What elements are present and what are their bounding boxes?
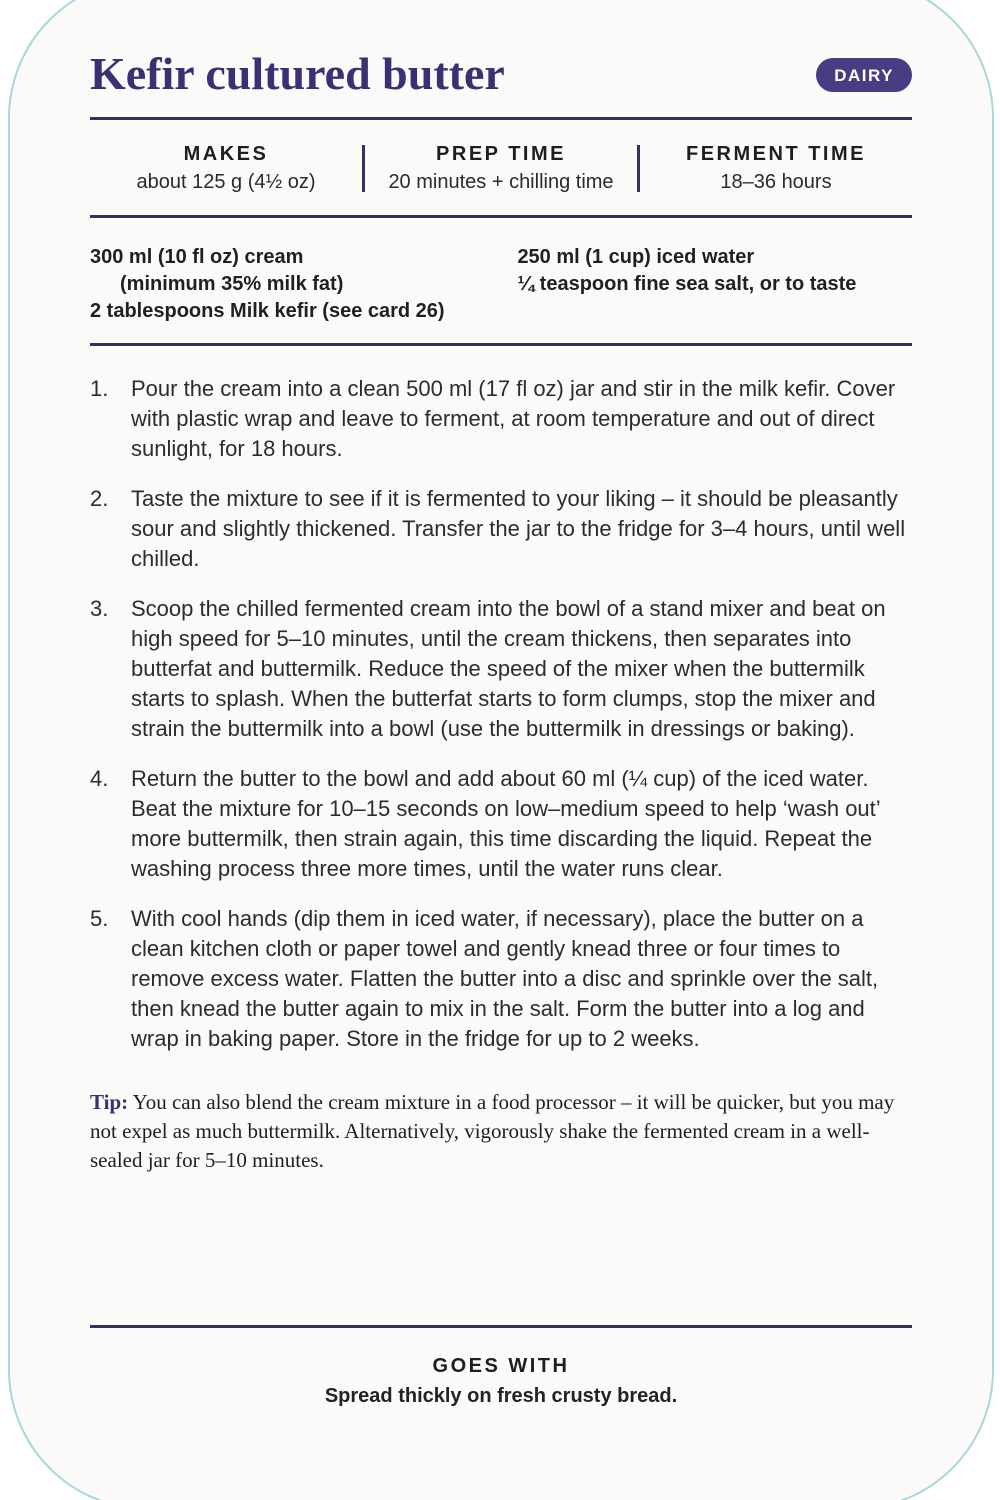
- meta-prep-time-label: PREP TIME: [436, 143, 566, 165]
- ingredients-left-column: [90, 244, 517, 325]
- card-header: [90, 0, 912, 100]
- ingredient-item: 250 ml (1 cup) iced water: [517, 246, 755, 268]
- page-title: Kefir cultured butter: [90, 48, 505, 99]
- step-3-text: Scoop the chilled fermented cream into the bowl of a stand mixer and beat on high speed for 5–10 minutes, until the cream thickens, then separates into butterfat and buttermilk. Reduce the speed of the mixer when the buttermilk starts to splash. When the butterfat starts to form clumps, stop the mixer and strain the buttermilk into a bowl (use the buttermilk in dressings or baking).: [131, 596, 886, 741]
- meta-ferment-time-label: FERMENT TIME: [686, 143, 866, 165]
- card-content: [90, 0, 912, 1175]
- step-2-number: 2.: [90, 486, 109, 511]
- recipe-card: [8, 0, 994, 1500]
- step-1-number: 1.: [90, 376, 109, 401]
- footer-divider-rule: [90, 1325, 912, 1328]
- meta-makes-value: about 125 g (4½ oz): [136, 171, 316, 193]
- meta-ferment-time-value: 18–36 hours: [720, 171, 832, 193]
- tip-text: You can also blend the cream mixture in a food processor – it will be quicker, but you may not expel as much buttermilk. Alternatively, vigorously shake the fermented cream in a well-sealed jar for 5–10 minutes.: [90, 1090, 895, 1172]
- step-5-text: With cool hands (dip them in iced water, if necessary), place the butter on a clean kitchen cloth or paper towel and gently knead three or four times to remove excess water. Flatten the butter into a disc and sprinkle over the salt, then knead the butter again to mix in the salt. Form the butter into a log and wrap in baking paper. Store in the fridge for up to 2 weeks.: [131, 906, 879, 1051]
- meta-prep-time: [365, 143, 637, 194]
- title-divider: [90, 117, 912, 120]
- step-2-text: Taste the mixture to see if it is fermented to your liking – it should be pleasantly sour and slightly thickened. Transfer the jar to the fridge for 3–4 hours, until well chilled.: [131, 486, 906, 571]
- meta-makes-label: MAKES: [183, 143, 269, 165]
- meta-divider-rule: [90, 215, 912, 218]
- meta-row: [90, 143, 912, 194]
- step-5: [90, 904, 912, 1054]
- step-4-number: 4.: [90, 766, 109, 791]
- step-4-text: Return the butter to the bowl and add about 60 ml (¼ cup) of the iced water. Beat the mixture for 10–15 seconds on low–medium speed to help ‘wash out’ more buttermilk, then strain again, this time discarding the liquid. Repeat the washing process three more times, until the water runs clear.: [131, 766, 880, 881]
- ingredients-right-column: [517, 244, 912, 325]
- ingredient-item-note: (minimum 35% milk fat): [120, 273, 344, 295]
- step-4: [90, 764, 912, 884]
- step-5-number: 5.: [90, 906, 109, 931]
- meta-prep-time-value: 20 minutes + chilling time: [388, 171, 614, 193]
- tip-label: Tip:: [90, 1090, 129, 1114]
- step-3: [90, 594, 912, 744]
- goes-with-text: Spread thickly on fresh crusty bread.: [324, 1385, 678, 1407]
- meta-makes: [90, 143, 362, 194]
- category-badge: DAIRY: [816, 58, 912, 92]
- method-steps: [90, 374, 912, 1054]
- card-footer: [90, 1325, 912, 1408]
- ingredients-divider-rule: [90, 343, 912, 346]
- step-1-text: Pour the cream into a clean 500 ml (17 fl oz) jar and stir in the milk kefir. Cover with plastic wrap and leave to ferment, at room temperature and out of direct sunlight, for 18 hours.: [131, 376, 896, 461]
- goes-with-heading: GOES WITH: [432, 1355, 570, 1377]
- step-3-number: 3.: [90, 596, 109, 621]
- ingredients-section: [90, 244, 912, 325]
- ingredient-item: ¼ teaspoon fine sea salt, or to taste: [517, 273, 857, 295]
- ingredient-item: 2 tablespoons Milk kefir (see card 26): [90, 300, 445, 322]
- meta-ferment-time: [640, 143, 912, 194]
- step-2: [90, 484, 912, 574]
- ingredient-item: 300 ml (10 fl oz) cream: [90, 246, 304, 268]
- tip-paragraph: [90, 1088, 912, 1175]
- step-1: [90, 374, 912, 464]
